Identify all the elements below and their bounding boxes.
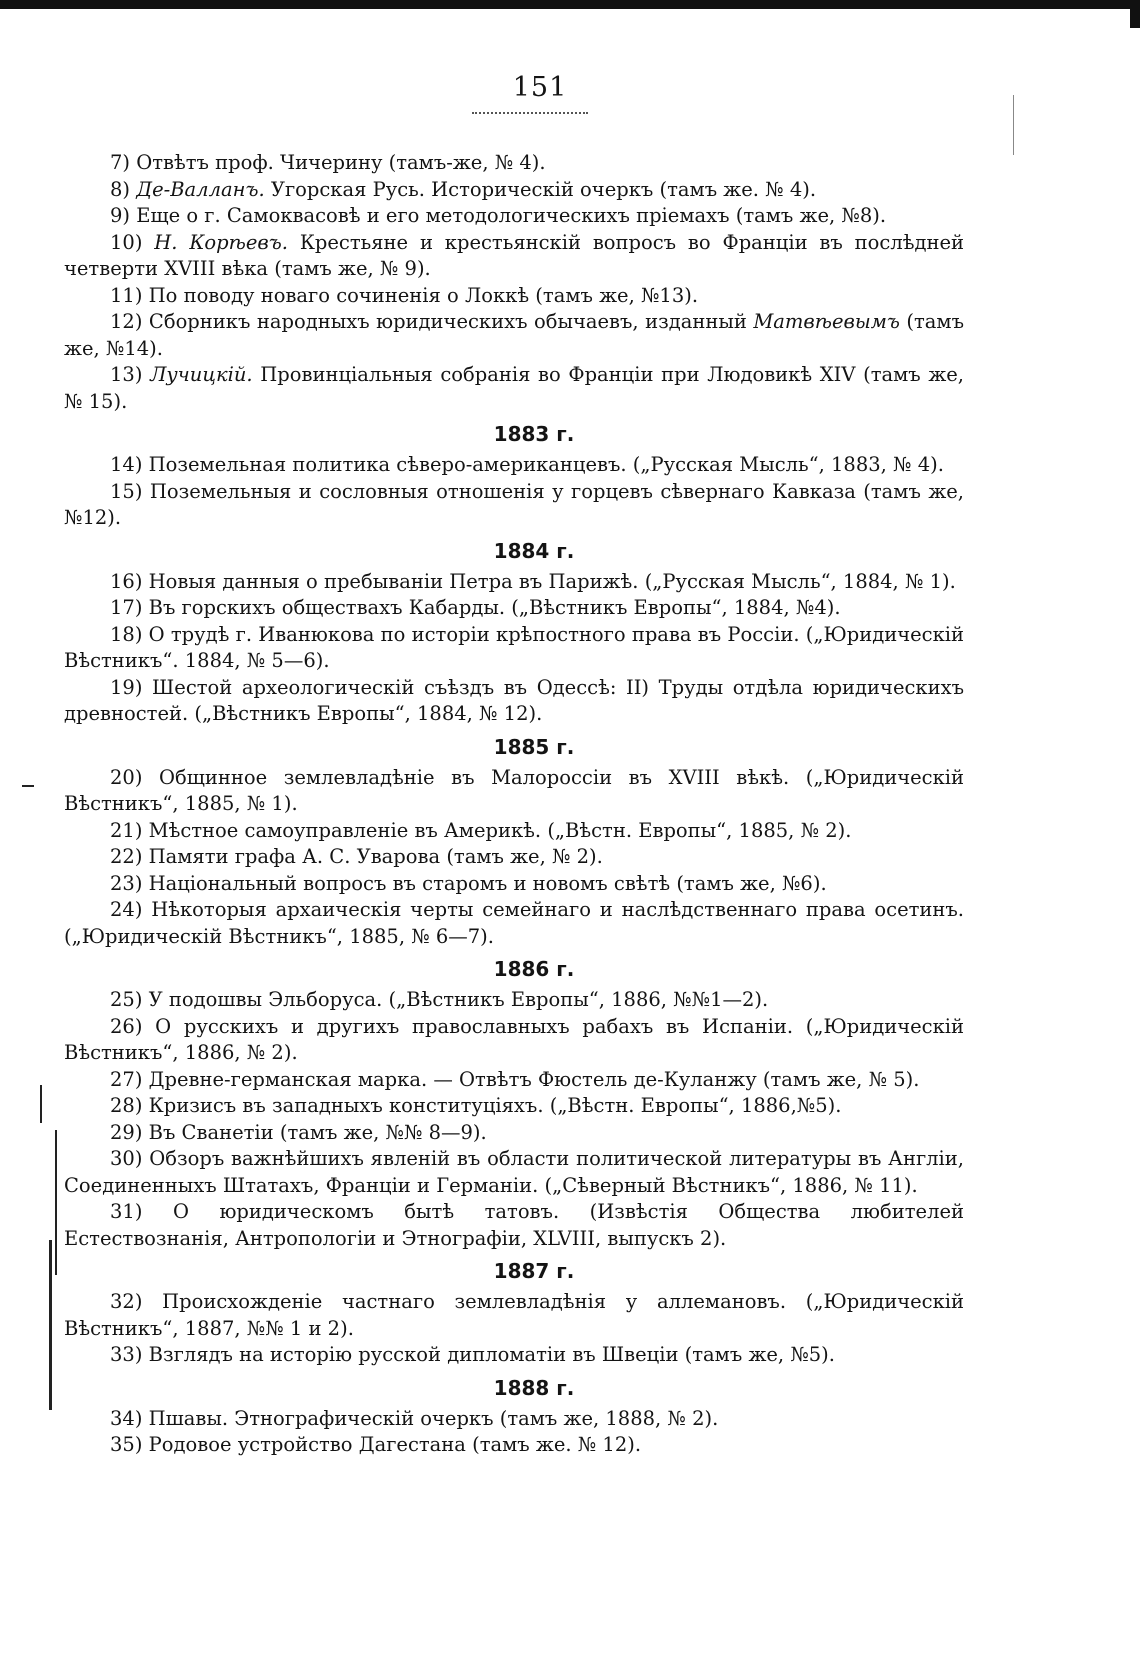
entry-text: Пшавы. Этнографическій очеркъ (тамъ же, 1888, № 2). [148,1406,719,1430]
entry-text: Угорская Русь. Историческій очеркъ (тамъ же. № 4). [270,177,817,201]
entry-text: Новыя данныя о пребываніи Петра въ Парижѣ. („Русская Мысль“, 1884, № 1). [148,569,956,593]
entry-text: Отвѣтъ проф. Чичерину (тамъ-же, № 4). [136,151,546,174]
margin-mark [49,1240,52,1410]
entry-editor: Матвѣевымъ [753,310,900,333]
entry-number: 11) [110,283,143,307]
entry-text: Памяти графа А. С. Уварова (тамъ же, № 2). [148,845,603,868]
year-heading: 1883 г. [493,422,575,446]
entry-text: Нѣкоторыя архаическія черты семейнаго и наслѣдственнаго права осетинъ. („Юридическій Вѣстникъ“, 1885, № 6—7). [64,898,964,948]
entry-number: 17) [110,596,143,619]
bibliography-entry [64,309,964,362]
year-heading: 1885 г. [493,734,575,759]
entry-text: Древне-германская марка. — Отвѣтъ Фюстель де-Куланжу (тамъ же, № 5). [148,1067,920,1091]
bibliography-entry [64,1093,964,1120]
entry-source: (тамъ же, №14). [64,310,965,360]
entry-number: 24) [110,898,143,921]
bibliography-entry [64,1067,964,1094]
entry-text: Поземельная политика сѣверо-американцевъ. („Русская Мысль“, 1883, № 4). [148,453,944,476]
bibliography-entry [64,1289,964,1342]
entry-number: 28) [110,1094,143,1117]
entry-number: 21) [110,818,143,842]
entry-author: Лучицкій. [150,363,253,386]
entry-number: 19) [110,675,143,699]
entry-number: 7) [110,151,131,174]
bibliography-entry [64,1432,964,1459]
bibliography-entry [64,230,964,283]
entry-text: У подошвы Эльборуса. („Вѣстникъ Европы“, 1886, №№1—2). [148,988,769,1011]
year-heading: 1887 г. [493,1259,575,1283]
entry-number: 9) [110,204,131,227]
page-number: 151 [512,72,568,103]
entry-text: Въ Сванетіи (тамъ же, №№ 8—9). [148,1120,487,1144]
entry-number: 33) [110,1343,143,1366]
bibliography-entry [64,622,964,675]
page-number-rule [472,112,588,114]
bibliography-entry [64,765,964,818]
entry-text: Родовое устройство Дагестана (тамъ же. № 12). [148,1433,642,1456]
entry-number: 26) [110,1014,143,1038]
entry-text: Кризисъ въ западныхъ конституціяхъ. („Вѣстн. Европы“, 1886,№5). [148,1094,842,1117]
entry-number: 30) [110,1147,143,1170]
scan-corner-mark [1130,0,1140,28]
bibliography-entry [64,1120,964,1147]
entry-number: 27) [110,1067,143,1091]
entry-number: 31) [110,1200,143,1223]
entry-number: 10) [110,230,143,254]
bibliography-entry [64,595,964,622]
entry-number: 13) [110,363,143,386]
entry-text: Происхожденіе частнаго землевладѣнія у аллемановъ. („Юридическій Вѣстникъ“, 1887, №№ 1 и 2). [64,1290,964,1340]
entry-number: 16) [110,569,143,593]
bibliography-entry [64,362,964,415]
entry-author: Н. Корѣевъ. [154,230,288,254]
entry-number: 34) [110,1406,143,1430]
bibliography-entry [64,150,964,177]
entry-text: Обзоръ важнѣйшихъ явленій въ области политической литературы въ Англіи, Соединенныхъ Штатахъ, Франціи и Германіи. („Сѣверный Вѣстникъ“, 1886, № 11). [64,1147,964,1197]
entry-number: 20) [110,765,143,789]
entry-text: Крестьяне и крестьянскій вопросъ во Франціи въ послѣдней четверти XVIII вѣка (тамъ же, № 9). [64,230,965,280]
bibliography-entry [64,987,964,1014]
bibliography-entry [64,569,964,596]
entry-number: 14) [110,453,143,476]
bibliography-entry [64,177,964,204]
bibliography-entry [64,1199,964,1252]
entry-number: 12) [110,310,143,333]
bibliography-entry [64,897,964,950]
entry-text: Мѣстное самоуправленіе въ Америкѣ. („Вѣстн. Европы“, 1885, № 2). [148,818,852,842]
bibliography-entry [64,452,964,479]
margin-mark [40,1085,42,1123]
bibliography-entry [64,1014,964,1067]
margin-mark [1013,95,1014,155]
entry-number: 22) [110,845,143,868]
entry-text: Провинціальныя собранія во Франціи при Людовикѣ XIV (тамъ же, № 15). [64,363,965,413]
entry-text: Въ горскихъ обществахъ Кабарды. („Вѣстникъ Европы“, 1884, №4). [148,596,841,619]
entry-number: 8) [110,177,131,201]
entry-text: По поводу новаго сочиненія о Локкѣ (тамъ же, №13). [148,283,699,307]
entry-text: Взглядъ на исторію русской дипломатіи въ Швеціи (тамъ же, №5). [148,1343,835,1366]
year-heading: 1888 г. [493,1375,575,1400]
margin-mark [55,1130,57,1275]
entry-text: Сборникъ народныхъ юридическихъ обычаевъ, изданный [148,310,747,333]
year-heading: 1886 г. [493,957,575,981]
bibliography-entry [64,675,964,728]
entry-author: Де-Валланъ. [136,177,265,201]
entry-text: Поземельныя и сословныя отношенія у горцевъ сѣвернаго Кавказа (тамъ же, №12). [64,479,965,529]
entry-number: 15) [110,479,143,503]
bibliography-entry [64,844,964,871]
entry-number: 32) [110,1290,143,1313]
entry-text: О русскихъ и другихъ православныхъ рабахъ въ Испаніи. („Юридическій Вѣстникъ“, 1886, № 2). [64,1014,964,1064]
entry-number: 18) [110,622,143,646]
bibliography-entry [64,871,964,898]
entry-text: О трудѣ г. Иванюкова по исторіи крѣпостного права въ Россіи. („Юридическій Вѣстникъ“. 1884, № 5—6). [64,622,964,672]
margin-mark [22,785,34,787]
entry-text: Національный вопросъ въ старомъ и новомъ свѣтѣ (тамъ же, №6). [148,871,827,895]
bibliography-entry [64,283,964,310]
year-heading: 1884 г. [493,538,575,563]
entry-text: Шестой археологическій съѣздъ въ Одессѣ: II) Труды отдѣла юридическихъ древностей. („Вѣстникъ Европы“, 1884, № 12). [64,675,965,725]
entry-text: Общинное землевладѣніе въ Малороссіи въ XVIII вѣкѣ. („Юридическій Вѣстникъ“, 1885, № 1). [64,765,964,815]
scan-top-border [0,0,1140,9]
entry-number: 23) [110,871,143,895]
entry-number: 29) [110,1120,143,1144]
entry-number: 25) [110,988,143,1011]
entry-number: 35) [110,1433,143,1456]
bibliography-entry [64,818,964,845]
bibliography-entry [64,1146,964,1199]
bibliography-list [64,150,964,1459]
bibliography-entry [64,479,964,532]
bibliography-entry [64,1342,964,1369]
entry-text: О юридическомъ бытѣ татовъ. (Извѣстія Общества любителей Естествознанія, Антропологіи и Этнографіи, XLVIII, выпускъ 2). [64,1200,965,1250]
bibliography-entry [64,1406,964,1433]
bibliography-entry [64,203,964,230]
entry-text: Еще о г. Самоквасовѣ и его методологическихъ пріемахъ (тамъ же, №8). [136,204,887,227]
